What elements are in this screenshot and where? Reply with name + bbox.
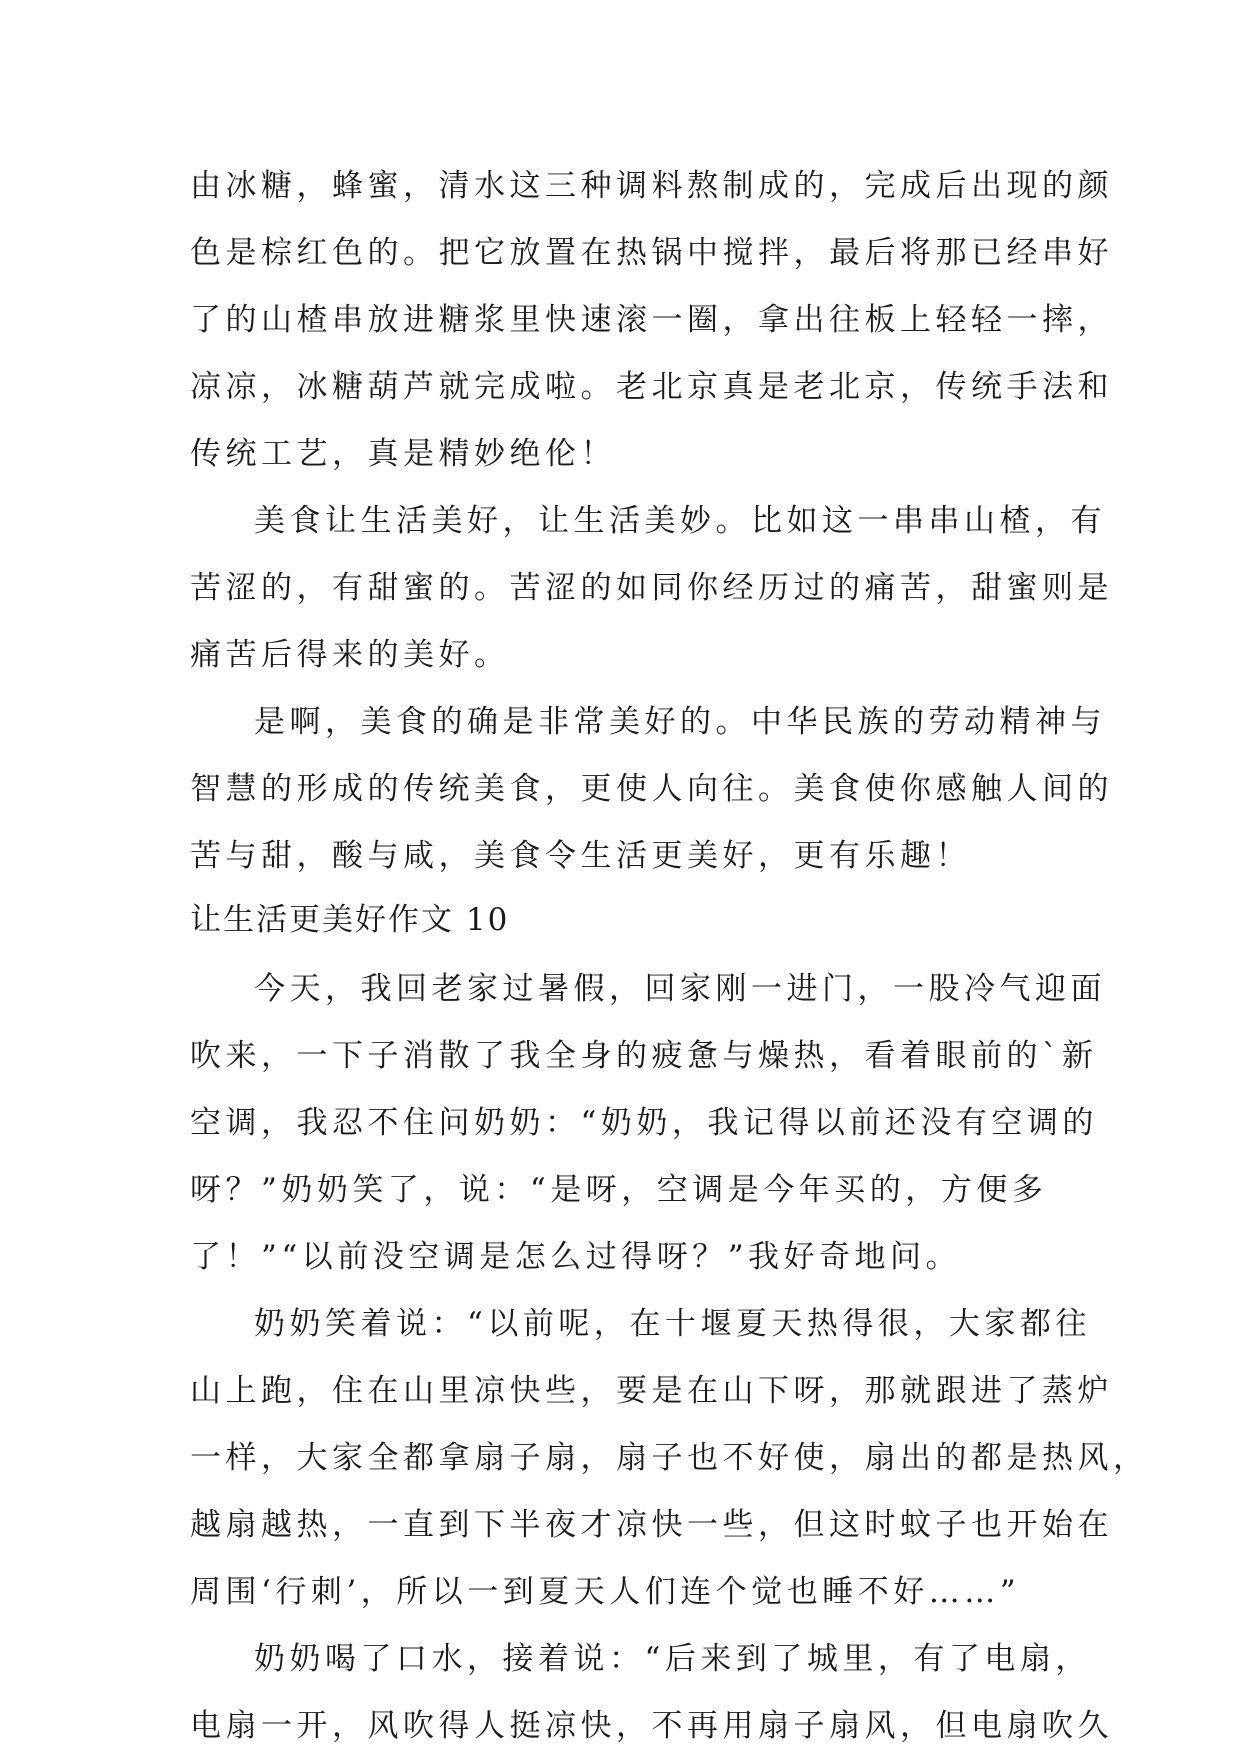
- text-line: 一样，大家全都拿扇子扇，扇子也不好使，扇出的都是热风，: [190, 1440, 1149, 1476]
- text-line: 周围‘行刺’，所以一到夏天人们连个觉也睡不好……”: [190, 1574, 1021, 1610]
- text-line: 凉凉，冰糖葫芦就完成啦。老北京真是老北京，传统手法和: [190, 369, 1113, 405]
- text-line: 了的山楂串放进糖浆里快速滚一圈，拿出往板上轻轻一摔，: [190, 302, 1113, 338]
- paragraph-first-line: 今天，我回老家过暑假，回家刚一进门，一股冷气迎面: [254, 971, 1106, 1007]
- text-line: 苦涩的，有甜蜜的。苦涩的如同你经历过的痛苦，甜蜜则是: [190, 570, 1113, 606]
- paragraph-first-line: 奶奶笑着说：“以前呢，在十堰夏天热得很，大家都往: [254, 1306, 1091, 1342]
- paragraph-first-line: 美食让生活美好，让生活美妙。比如这一串串山楂，有: [254, 503, 1106, 539]
- text-line: 智慧的形成的传统美食，更使人向往。美食使你感触人间的: [190, 771, 1113, 807]
- paragraph-first-line: 是啊，美食的确是非常美好的。中华民族的劳动精神与: [254, 704, 1106, 740]
- text-line: 苦与甜，酸与咸，美食令生活更美好，更有乐趣！: [190, 838, 971, 874]
- text-line: 呀？”奶奶笑了，说：“是呀，空调是今年买的，方便多: [190, 1172, 1048, 1208]
- paragraph-first-line: 奶奶喝了口水，接着说：“后来到了城里，有了电扇，: [254, 1641, 1091, 1677]
- text-line: 痛苦后得来的美好。: [190, 637, 510, 673]
- text-line: 越扇越热，一直到下半夜才凉快一些，但这时蚊子也开始在: [190, 1507, 1113, 1543]
- text-line: 电扇一开，风吹得人挺凉快，不再用扇子扇风，但电扇吹久: [190, 1708, 1113, 1744]
- text-line: 由冰糖，蜂蜜，清水这三种调料熬制成的，完成后出现的颜: [190, 168, 1113, 204]
- text-line: 吹来，一下子消散了我全身的疲惫与燥热，看着眼前的`新: [190, 1038, 1098, 1074]
- text-line: 山上跑，住在山里凉快些，要是在山下呀，那就跟进了蒸炉: [190, 1373, 1113, 1409]
- text-line: 空调，我忍不住问奶奶：“奶奶，我记得以前还没有空调的: [190, 1105, 1098, 1141]
- section-heading: 让生活更美好作文 10: [190, 902, 510, 938]
- text-line: 色是棕红色的。把它放置在热锅中搅拌，最后将那已经串好: [190, 235, 1113, 271]
- text-line: 了！”“以前没空调是怎么过得呀？”我好奇地问。: [190, 1239, 962, 1275]
- text-line: 传统工艺，真是精妙绝伦！: [190, 436, 616, 472]
